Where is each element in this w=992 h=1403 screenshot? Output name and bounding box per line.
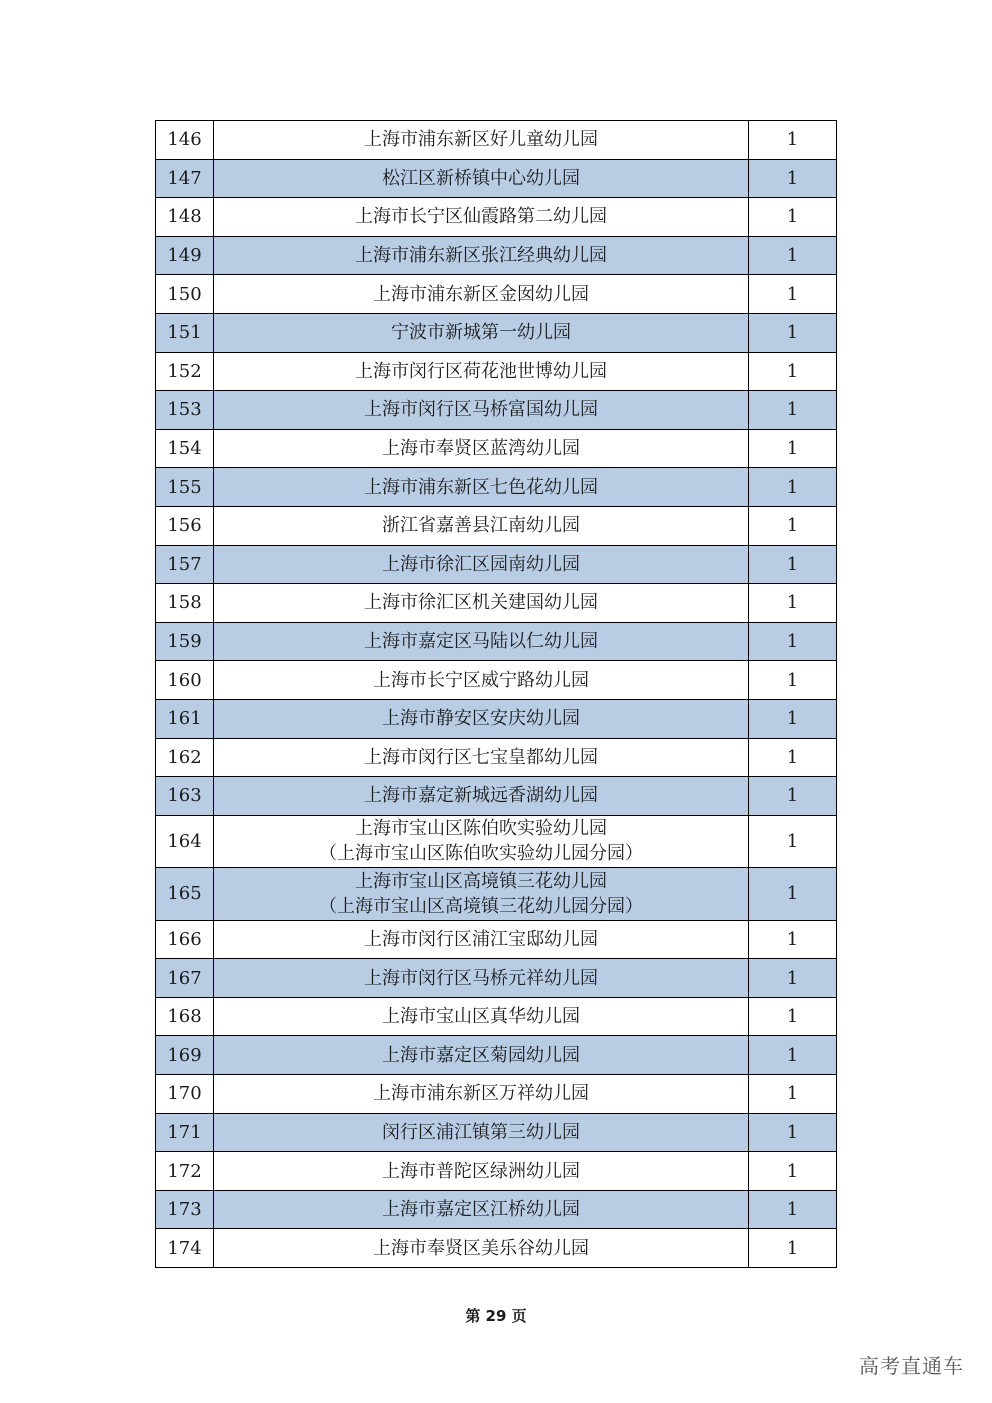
kindergarten-name-cell (214, 1113, 749, 1152)
row-number: 162 (156, 738, 214, 777)
kindergarten-name-cell (214, 1152, 749, 1191)
school-table (155, 120, 837, 1268)
table-row (156, 198, 837, 237)
table-row (156, 997, 837, 1036)
table-row (156, 868, 837, 921)
kindergarten-name: 上海市静安区安庆幼儿园 (382, 708, 580, 730)
kindergarten-name: 上海市嘉定区菊园幼儿园 (382, 1044, 580, 1066)
count-cell: 1 (749, 1075, 837, 1114)
kindergarten-name-cell (214, 920, 749, 959)
count-cell: 1 (749, 868, 837, 921)
table-row (156, 121, 837, 160)
row-number: 168 (156, 997, 214, 1036)
row-number: 165 (156, 868, 214, 921)
page-number: 第 29 页 (465, 1307, 527, 1325)
count-cell: 1 (749, 198, 837, 237)
kindergarten-name: 上海市浦东新区张江经典幼儿园 (355, 245, 607, 267)
kindergarten-name-cell (214, 275, 749, 314)
row-number: 158 (156, 584, 214, 623)
table-row (156, 738, 837, 777)
table-row (156, 1075, 837, 1114)
kindergarten-name: 上海市长宁区仙霞路第二幼儿园 (355, 206, 607, 228)
table-row (156, 920, 837, 959)
kindergarten-name-cell (214, 313, 749, 352)
kindergarten-name-cell (214, 198, 749, 237)
kindergarten-name-cell (214, 661, 749, 700)
kindergarten-name-cell (214, 997, 749, 1036)
kindergarten-name-cell (214, 815, 749, 868)
kindergarten-name-cell (214, 1036, 749, 1075)
kindergarten-name-cell (214, 545, 749, 584)
row-number: 171 (156, 1113, 214, 1152)
row-number: 156 (156, 506, 214, 545)
count-cell: 1 (749, 429, 837, 468)
kindergarten-name-cell (214, 868, 749, 921)
kindergarten-name: 上海市闵行区荷花池世博幼儿园 (355, 360, 607, 382)
count-cell: 1 (749, 815, 837, 868)
table-row (156, 313, 837, 352)
kindergarten-name: 上海市宝山区真华幼儿园 (382, 1006, 580, 1028)
row-number: 167 (156, 959, 214, 998)
table-row (156, 429, 837, 468)
kindergarten-name: 上海市闵行区马桥元祥幼儿园 (364, 967, 598, 989)
kindergarten-name: 上海市闵行区七宝皇都幼儿园 (364, 746, 598, 768)
table-row (156, 777, 837, 816)
count-cell: 1 (749, 352, 837, 391)
kindergarten-name: 松江区新桥镇中心幼儿园 (382, 167, 580, 189)
row-number: 154 (156, 429, 214, 468)
kindergarten-name: （上海市宝山区高境镇三花幼儿园分园） (319, 895, 643, 917)
kindergarten-name: 上海市奉贤区蓝湾幼儿园 (382, 438, 580, 460)
kindergarten-name-cell (214, 777, 749, 816)
kindergarten-name: 上海市浦东新区万祥幼儿园 (373, 1083, 589, 1105)
kindergarten-name: 上海市徐汇区机关建国幼儿园 (364, 592, 598, 614)
row-number: 173 (156, 1190, 214, 1229)
count-cell: 1 (749, 1036, 837, 1075)
count-cell: 1 (749, 661, 837, 700)
table-row (156, 815, 837, 868)
row-number: 161 (156, 699, 214, 738)
watermark-text: 高考直通车 (859, 1354, 964, 1378)
count-cell: 1 (749, 391, 837, 430)
kindergarten-name-cell (214, 584, 749, 623)
kindergarten-name-cell (214, 622, 749, 661)
count-cell: 1 (749, 738, 837, 777)
count-cell: 1 (749, 159, 837, 198)
kindergarten-name: 上海市徐汇区园南幼儿园 (382, 553, 580, 575)
kindergarten-name: 上海市浦东新区好儿童幼儿园 (364, 129, 598, 151)
kindergarten-name-cell (214, 429, 749, 468)
kindergarten-name-cell (214, 699, 749, 738)
count-cell: 1 (749, 959, 837, 998)
table-row (156, 1229, 837, 1268)
kindergarten-name: 上海市浦东新区七色花幼儿园 (364, 476, 598, 498)
kindergarten-name: 上海市宝山区陈伯吹实验幼儿园 (355, 818, 607, 840)
table-row (156, 959, 837, 998)
kindergarten-name-cell (214, 1075, 749, 1114)
row-number: 155 (156, 468, 214, 507)
kindergarten-name: 上海市普陀区绿洲幼儿园 (382, 1160, 580, 1182)
row-number: 151 (156, 313, 214, 352)
table-row (156, 545, 837, 584)
kindergarten-name: 上海市宝山区高境镇三花幼儿园 (355, 870, 607, 892)
count-cell: 1 (749, 622, 837, 661)
kindergarten-name: 宁波市新城第一幼儿园 (391, 322, 571, 344)
row-number: 157 (156, 545, 214, 584)
row-number: 163 (156, 777, 214, 816)
table-row (156, 1190, 837, 1229)
row-number: 148 (156, 198, 214, 237)
kindergarten-name-cell (214, 352, 749, 391)
count-cell: 1 (749, 545, 837, 584)
count-cell: 1 (749, 584, 837, 623)
table-row (156, 352, 837, 391)
kindergarten-name: 上海市闵行区浦江宝邸幼儿园 (364, 928, 598, 950)
kindergarten-name-cell (214, 391, 749, 430)
kindergarten-name-cell (214, 506, 749, 545)
count-cell: 1 (749, 920, 837, 959)
kindergarten-name: 上海市嘉定区江桥幼儿园 (382, 1199, 580, 1221)
table-row (156, 391, 837, 430)
kindergarten-name-cell (214, 159, 749, 198)
row-number: 146 (156, 121, 214, 160)
row-number: 153 (156, 391, 214, 430)
count-cell: 1 (749, 777, 837, 816)
school-table-body (156, 121, 837, 1268)
row-number: 147 (156, 159, 214, 198)
table-row (156, 506, 837, 545)
table-row (156, 622, 837, 661)
count-cell: 1 (749, 121, 837, 160)
kindergarten-name-cell (214, 1229, 749, 1268)
row-number: 164 (156, 815, 214, 868)
table-row (156, 584, 837, 623)
kindergarten-name: 上海市浦东新区金囡幼儿园 (373, 283, 589, 305)
count-cell: 1 (749, 997, 837, 1036)
table-row (156, 699, 837, 738)
row-number: 149 (156, 236, 214, 275)
row-number: 172 (156, 1152, 214, 1191)
table-row (156, 275, 837, 314)
row-number: 169 (156, 1036, 214, 1075)
kindergarten-name: 上海市闵行区马桥富国幼儿园 (364, 399, 598, 421)
kindergarten-name: （上海市宝山区陈伯吹实验幼儿园分园） (319, 843, 643, 865)
kindergarten-name: 上海市奉贤区美乐谷幼儿园 (373, 1237, 589, 1259)
row-number: 170 (156, 1075, 214, 1114)
count-cell: 1 (749, 1113, 837, 1152)
kindergarten-name-cell (214, 236, 749, 275)
row-number: 174 (156, 1229, 214, 1268)
kindergarten-name-cell (214, 468, 749, 507)
table-row (156, 1113, 837, 1152)
kindergarten-name: 上海市嘉定区马陆以仁幼儿园 (364, 631, 598, 653)
kindergarten-name-cell (214, 959, 749, 998)
kindergarten-name: 闵行区浦江镇第三幼儿园 (382, 1121, 580, 1143)
count-cell: 1 (749, 236, 837, 275)
table-row (156, 236, 837, 275)
row-number: 159 (156, 622, 214, 661)
table-row (156, 159, 837, 198)
row-number: 152 (156, 352, 214, 391)
table-row (156, 1152, 837, 1191)
row-number: 166 (156, 920, 214, 959)
count-cell: 1 (749, 275, 837, 314)
count-cell: 1 (749, 313, 837, 352)
count-cell: 1 (749, 699, 837, 738)
count-cell: 1 (749, 506, 837, 545)
count-cell: 1 (749, 1152, 837, 1191)
kindergarten-name: 上海市长宁区威宁路幼儿园 (373, 669, 589, 691)
row-number: 160 (156, 661, 214, 700)
kindergarten-name-cell (214, 1190, 749, 1229)
table-row (156, 468, 837, 507)
table-row (156, 1036, 837, 1075)
kindergarten-name-cell (214, 121, 749, 160)
count-cell: 1 (749, 1229, 837, 1268)
row-number: 150 (156, 275, 214, 314)
count-cell: 1 (749, 468, 837, 507)
kindergarten-name-cell (214, 738, 749, 777)
count-cell: 1 (749, 1190, 837, 1229)
table-row (156, 661, 837, 700)
kindergarten-name: 浙江省嘉善县江南幼儿园 (382, 515, 580, 537)
kindergarten-name: 上海市嘉定新城远香湖幼儿园 (364, 785, 598, 807)
